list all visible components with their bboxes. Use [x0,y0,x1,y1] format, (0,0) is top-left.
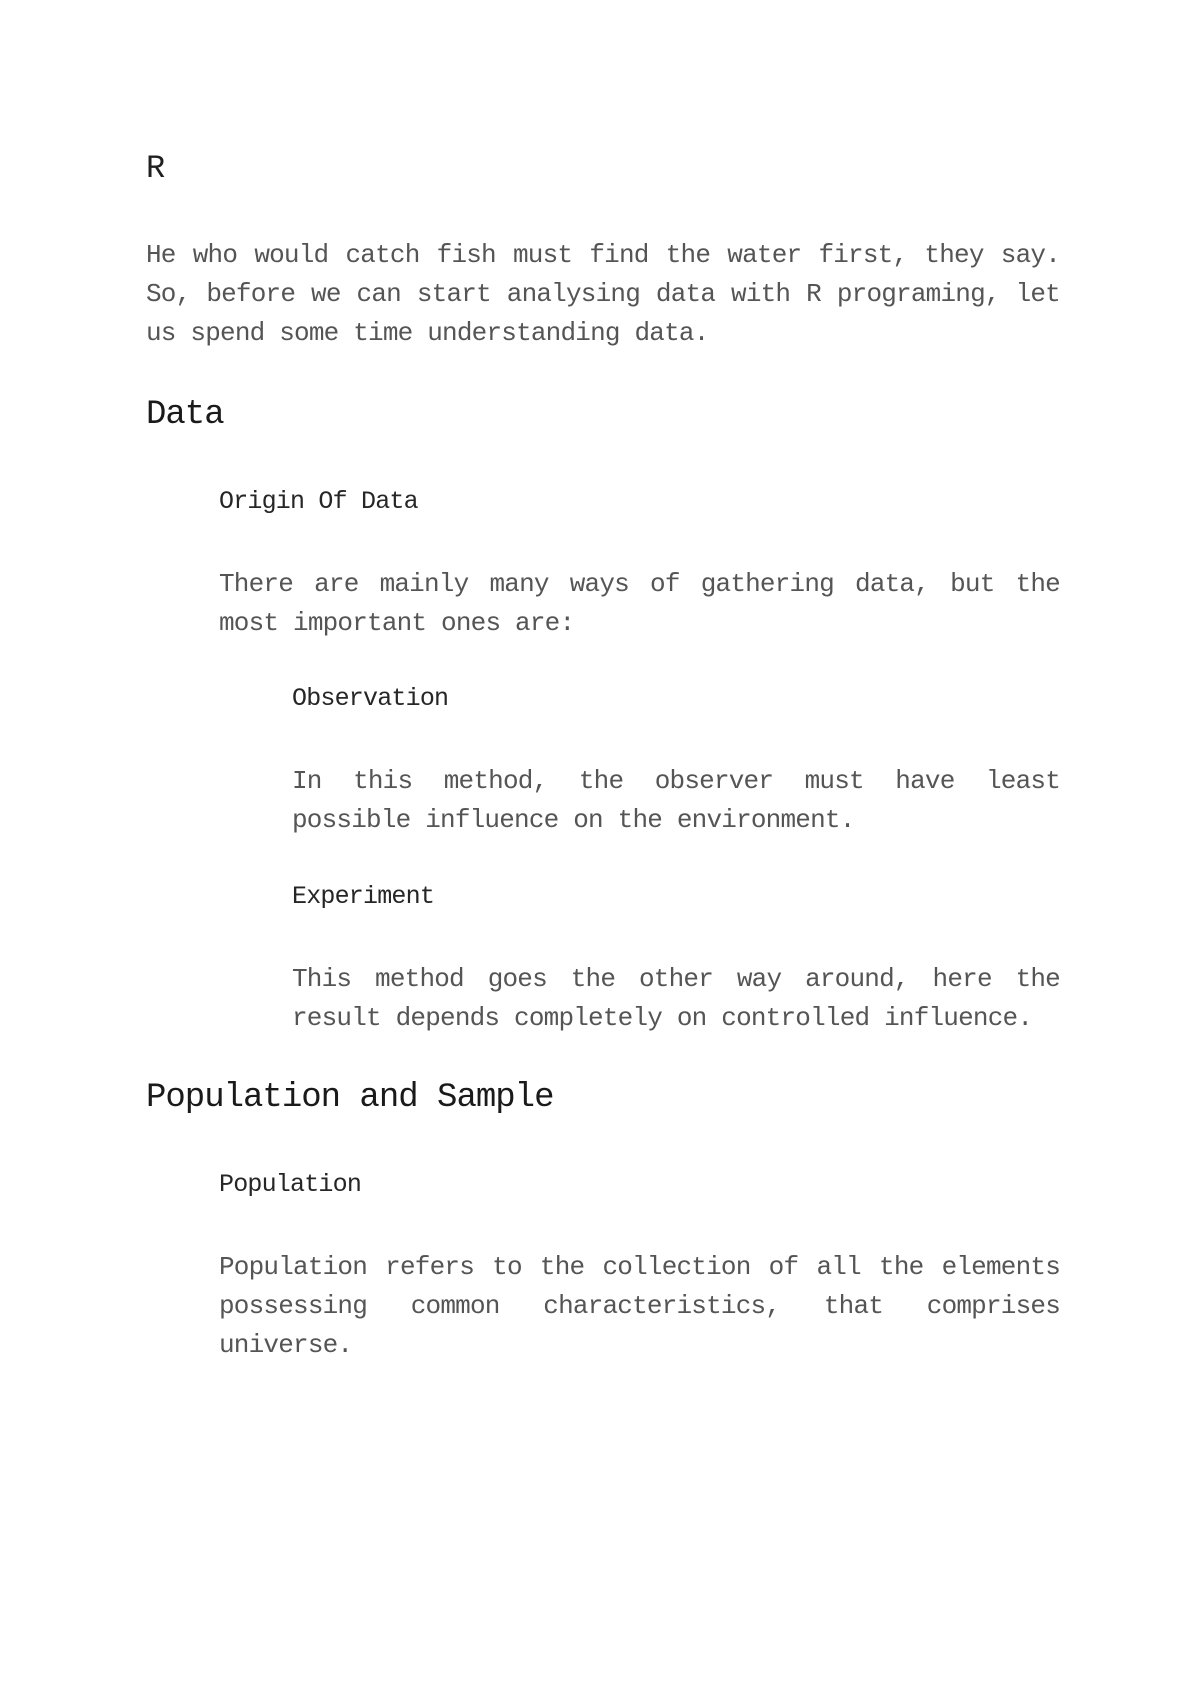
subsection-heading-population: Population [219,1170,362,1199]
section-heading-population-and-sample: Population and Sample [146,1079,554,1117]
item-heading-experiment: Experiment [292,882,435,911]
item-heading-observation: Observation [292,684,449,713]
document-title: R [146,150,166,187]
experiment-paragraph: This method goes the other way around, here the result depends completely on controlled influence. [292,964,1060,1033]
section-heading-data: Data [146,396,224,434]
origin-of-data-paragraph: There are mainly many ways of gathering data, but the most important ones are: [219,569,1060,638]
population-paragraph: Population refers to the collection of all the elements possessing common characteristics, that comprises universe. [219,1252,1060,1360]
intro-paragraph: He who would catch fish must find the water first, they say. So, before we can start analysing data with R programing, let us spend some time understanding data. [146,240,1060,348]
observation-paragraph: In this method, the observer must have least possible influence on the environment. [292,766,1060,835]
subsection-heading-origin-of-data: Origin Of Data [219,487,418,516]
